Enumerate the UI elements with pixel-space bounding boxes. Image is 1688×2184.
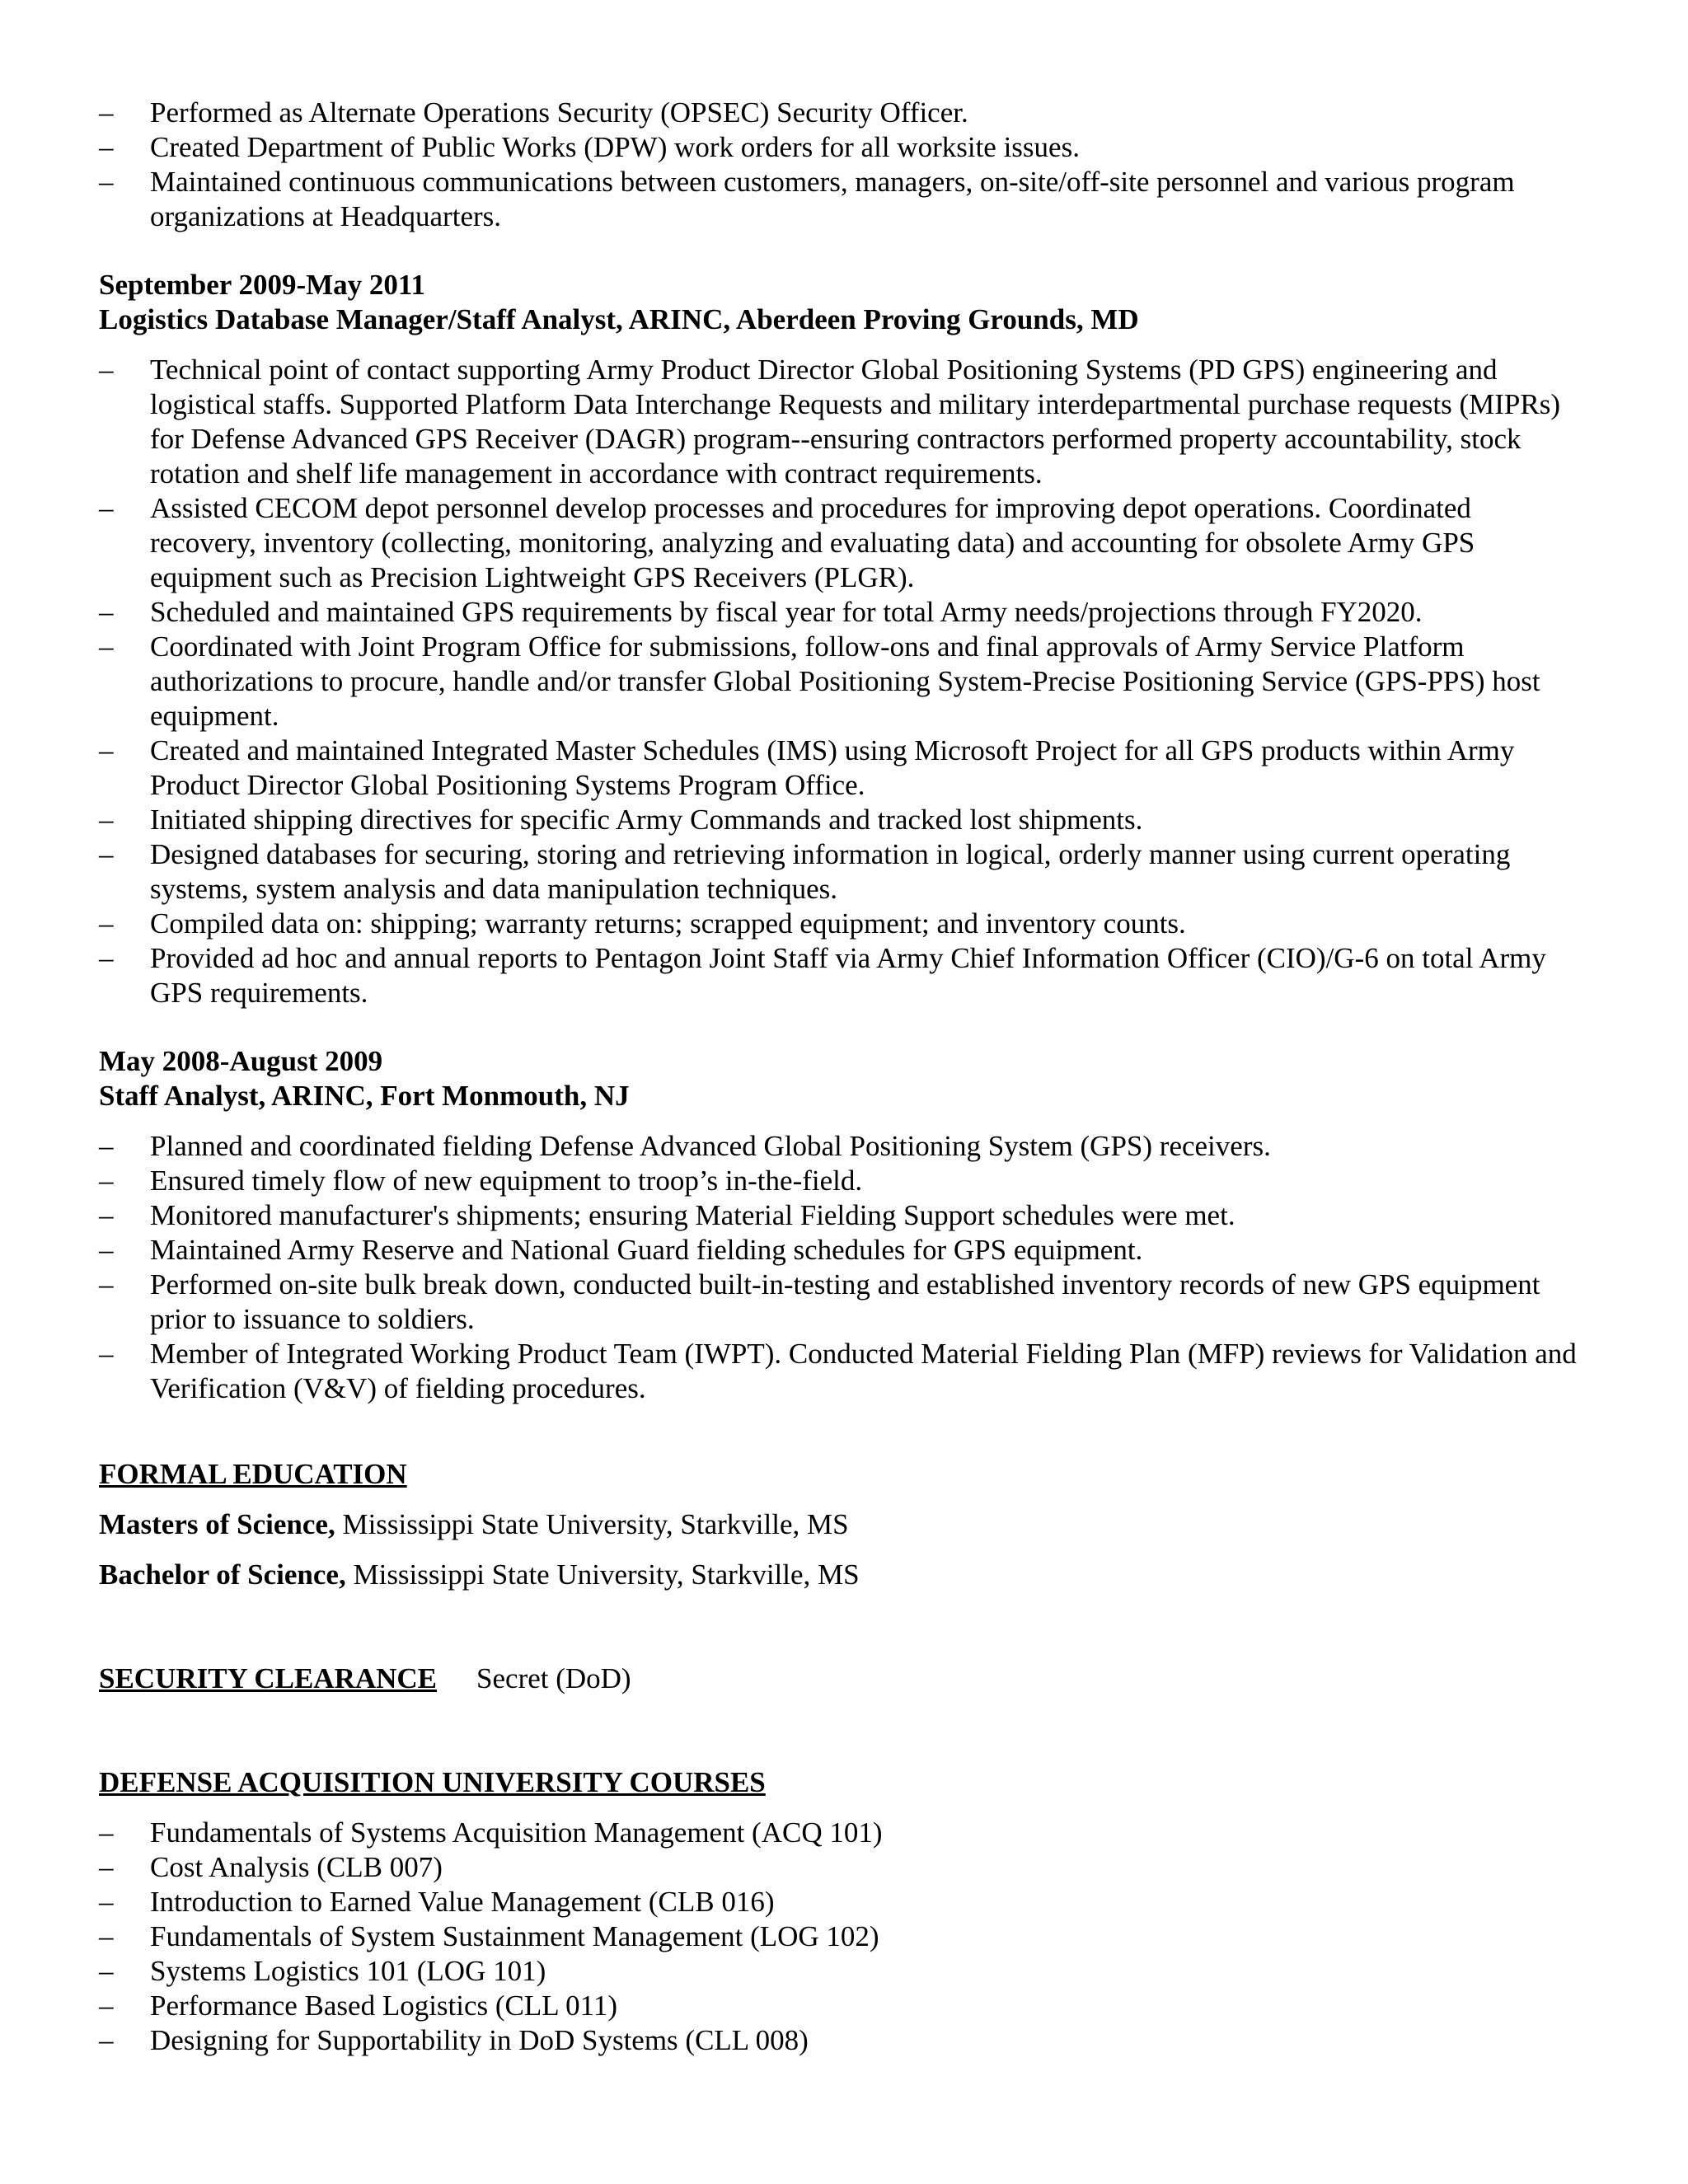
bullet-text: Provided ad hoc and annual reports to Pentagon Joint Staff via Army Chief Information Officer (CIO)/G-6 on total Army GPS requirements. bbox=[150, 942, 1546, 1009]
list-item bbox=[99, 1337, 1582, 1406]
bullet-text: Technical point of contact supporting Army Product Director Global Positioning Systems (PD GPS) engineering and logistical staffs. Supported Platform Data Interchange Requests and military interdepartmental purchase requests (MIPRs) for Defense Advanced GPS Receiver (DAGR) program--ensuring contractors performed property accountability, stock rotation and shelf life management in accordance with contract requirements. bbox=[150, 354, 1560, 490]
bullet-text: Scheduled and maintained GPS requirements by fiscal year for total Army needs/projections through FY2020. bbox=[150, 596, 1423, 628]
security-clearance-heading: SECURITY CLEARANCE bbox=[99, 1662, 438, 1694]
job-title: Staff Analyst, ARINC, Fort Monmouth, NJ bbox=[99, 1080, 630, 1112]
list-item bbox=[99, 1129, 1582, 1164]
degree-name: Masters of Science, bbox=[99, 1508, 335, 1540]
bullet-text: Planned and coordinated fielding Defense Advanced Global Positioning System (GPS) receivers. bbox=[150, 1130, 1271, 1162]
bullet-text: Initiated shipping directives for specific Army Commands and tracked lost shipments. bbox=[150, 804, 1143, 836]
dash-bullet: – bbox=[99, 492, 114, 524]
course-name: Cost Analysis (CLB 007) bbox=[150, 1851, 443, 1883]
dash-bullet: – bbox=[99, 1920, 114, 1952]
education-entry bbox=[99, 1507, 1582, 1542]
bullet-text: Maintained Army Reserve and National Guard fielding schedules for GPS equipment. bbox=[150, 1234, 1143, 1266]
dash-bullet: – bbox=[99, 1268, 114, 1301]
bullet-text: Performed as Alternate Operations Security (OPSEC) Security Officer. bbox=[150, 96, 968, 129]
list-item bbox=[99, 837, 1582, 907]
list-item bbox=[99, 2023, 1582, 2058]
list-item bbox=[99, 353, 1582, 491]
list-item bbox=[99, 1954, 1582, 1989]
list-item bbox=[99, 1850, 1582, 1885]
security-clearance-row bbox=[99, 1661, 1582, 1696]
school-name: Mississippi State University, Starkville, MS bbox=[353, 1558, 860, 1591]
dash-bullet: – bbox=[99, 1886, 114, 1918]
list-item bbox=[99, 1268, 1582, 1337]
list-item bbox=[99, 907, 1582, 941]
dash-bullet: – bbox=[99, 166, 114, 198]
dash-bullet: – bbox=[99, 1234, 114, 1266]
courses-heading: DEFENSE ACQUISITION UNIVERSITY COURSES bbox=[99, 1766, 766, 1798]
job-dates: May 2008-August 2009 bbox=[99, 1045, 383, 1077]
dash-bullet: – bbox=[99, 1990, 114, 2022]
list-item bbox=[99, 1233, 1582, 1268]
dash-bullet: – bbox=[99, 630, 114, 663]
bullet-text: Compiled data on: shipping; warranty returns; scrapped equipment; and inventory counts. bbox=[150, 907, 1186, 940]
courses-list bbox=[99, 1816, 1582, 2058]
degree-name: Bachelor of Science, bbox=[99, 1558, 346, 1591]
list-item bbox=[99, 803, 1582, 837]
list-item bbox=[99, 1919, 1582, 1954]
list-item bbox=[99, 1164, 1582, 1198]
dash-bullet: – bbox=[99, 1165, 114, 1197]
list-item bbox=[99, 1816, 1582, 1850]
list-item bbox=[99, 941, 1582, 1010]
bullet-text: Performed on-site bulk break down, conducted built-in-testing and established inventory records of new GPS equipment prior to issuance to soldiers. bbox=[150, 1268, 1540, 1335]
dash-bullet: – bbox=[99, 1955, 114, 1987]
list-item bbox=[99, 1885, 1582, 1919]
previous-job-bullets bbox=[99, 96, 1582, 234]
list-item bbox=[99, 733, 1582, 803]
bullet-text: Ensured timely flow of new equipment to troop’s in-the-field. bbox=[150, 1165, 863, 1197]
bullet-text: Monitored manufacturer's shipments; ensuring Material Fielding Support schedules were met. bbox=[150, 1199, 1236, 1231]
list-item bbox=[99, 630, 1582, 733]
list-item bbox=[99, 595, 1582, 630]
dash-bullet: – bbox=[99, 96, 114, 129]
job-dates: September 2009-May 2011 bbox=[99, 269, 425, 301]
dash-bullet: – bbox=[99, 1851, 114, 1883]
bullet-text: Created and maintained Integrated Master Schedules (IMS) using Microsoft Project for all GPS products within Army Product Director Global Positioning Systems Program Office. bbox=[150, 734, 1515, 801]
dash-bullet: – bbox=[99, 131, 114, 163]
dash-bullet: – bbox=[99, 1130, 114, 1162]
resume-page bbox=[99, 96, 1582, 2058]
dash-bullet: – bbox=[99, 804, 114, 836]
course-name: Introduction to Earned Value Management (CLB 016) bbox=[150, 1886, 775, 1918]
dash-bullet: – bbox=[99, 734, 114, 766]
list-item bbox=[99, 96, 1582, 130]
bullet-text: Maintained continuous communications between customers, managers, on-site/off-site personnel and various program organizations at Headquarters. bbox=[150, 166, 1515, 232]
course-name: Fundamentals of Systems Acquisition Management (ACQ 101) bbox=[150, 1816, 883, 1849]
list-item bbox=[99, 1989, 1582, 2023]
course-name: Systems Logistics 101 (LOG 101) bbox=[150, 1955, 546, 1987]
course-name: Fundamentals of System Sustainment Management (LOG 102) bbox=[150, 1920, 879, 1952]
dash-bullet: – bbox=[99, 354, 114, 386]
list-item bbox=[99, 165, 1582, 234]
job-title: Logistics Database Manager/Staff Analyst, ARINC, Aberdeen Proving Grounds, MD bbox=[99, 303, 1139, 335]
school-name: Mississippi State University, Starkville, MS bbox=[342, 1508, 849, 1540]
education-entry bbox=[99, 1558, 1582, 1592]
course-name: Designing for Supportability in DoD Systems (CLL 008) bbox=[150, 2024, 809, 2056]
bullet-text: Coordinated with Joint Program Office for submissions, follow-ons and final approvals of Army Service Platform authorizations to procure, handle and/or transfer Global Positioning System-Precise Positioning Service (GPS-PPS) host equipment. bbox=[150, 630, 1540, 732]
dash-bullet: – bbox=[99, 942, 114, 974]
dash-bullet: – bbox=[99, 907, 114, 940]
dash-bullet: – bbox=[99, 838, 114, 870]
list-item bbox=[99, 491, 1582, 595]
bullet-text: Member of Integrated Working Product Team (IWPT). Conducted Material Fielding Plan (MFP) reviews for Validation and Verification (V&V) of fielding procedures. bbox=[150, 1338, 1577, 1404]
dash-bullet: – bbox=[99, 1816, 114, 1849]
bullet-text: Designed databases for securing, storing and retrieving information in logical, orderly manner using current operating systems, system analysis and data manipulation techniques. bbox=[150, 838, 1511, 905]
bullet-text: Created Department of Public Works (DPW) work orders for all worksite issues. bbox=[150, 131, 1080, 163]
dash-bullet: – bbox=[99, 2024, 114, 2056]
bullet-text: Assisted CECOM depot personnel develop processes and procedures for improving depot operations. Coordinated recovery, inventory (collecting, monitoring, analyzing and evaluating data) and accounting for obsolete Army GPS equipment such as Precision Lightweight GPS Receivers (PLGR). bbox=[150, 492, 1475, 593]
course-name: Performance Based Logistics (CLL 011) bbox=[150, 1990, 617, 2022]
job-bullets bbox=[99, 1129, 1582, 1406]
list-item bbox=[99, 130, 1582, 165]
security-clearance-value: Secret (DoD) bbox=[476, 1662, 631, 1694]
dash-bullet: – bbox=[99, 1338, 114, 1370]
job-bullets bbox=[99, 353, 1582, 1010]
list-item bbox=[99, 1198, 1582, 1233]
education-heading: FORMAL EDUCATION bbox=[99, 1458, 407, 1490]
dash-bullet: – bbox=[99, 1199, 114, 1231]
dash-bullet: – bbox=[99, 596, 114, 628]
